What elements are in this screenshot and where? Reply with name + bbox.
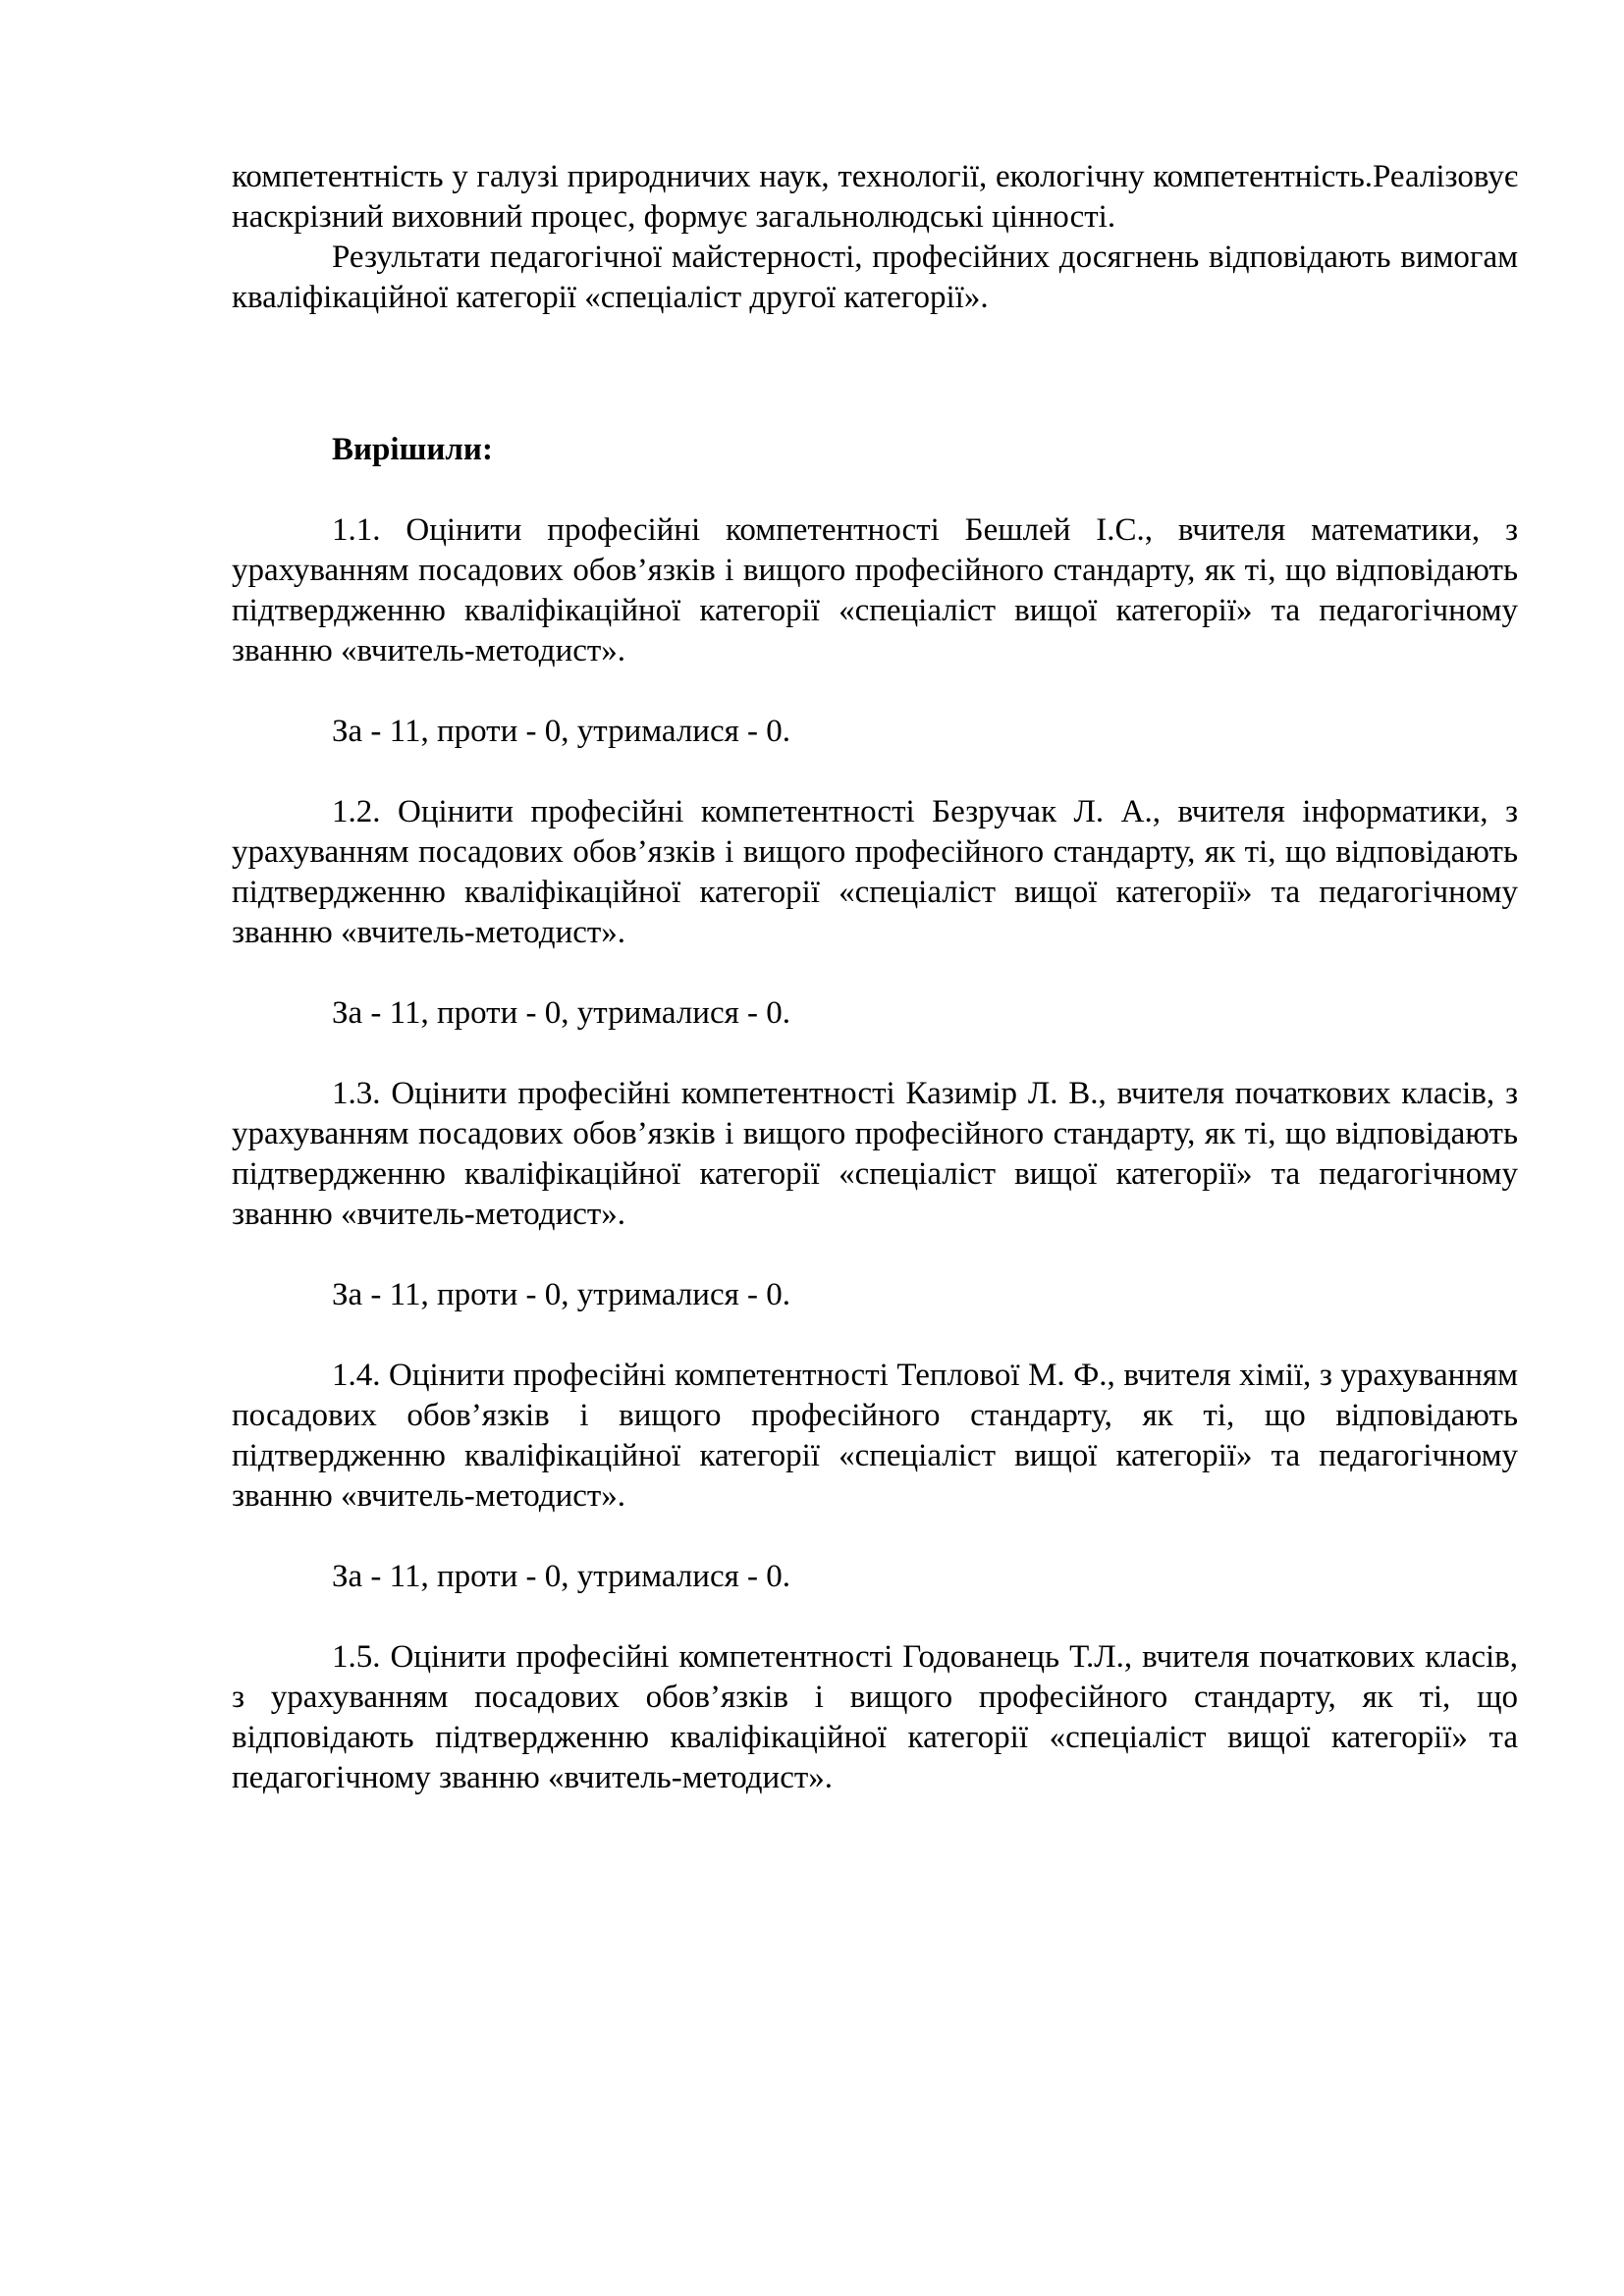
vote-result: За - 11, проти - 0, утрималися - 0. <box>332 1277 791 1312</box>
vote-result: За - 11, проти - 0, утрималися - 0. <box>332 714 791 749</box>
decision-item-1 <box>232 510 1518 752</box>
section-heading-decided: Вирішили: <box>332 432 493 467</box>
document-page <box>232 157 1518 1798</box>
intro-paragraph-results: Результати педагогічної майстерності, професійних досягнень відповідають вимогам кваліфікаційної категорії «спеціаліст другої категорії». <box>232 240 1518 315</box>
decision-text: 1.5. Оцінити професійні компетентності Годованець Т.Л., вчителя початкових класів, з урахуванням посадових обов’язків і вищого професійного стандарту, як ті, що відповідають підтвердженню кваліфікаційної категорії «спеціаліст вищої категорії» та педагогічному званню «вчитель-методист». <box>232 1639 1518 1795</box>
vote-result: За - 11, проти - 0, утрималися - 0. <box>332 1559 791 1594</box>
decision-text: 1.4. Оцінити професійні компетентності Теплової М. Ф., вчителя хімії, з урахуванням посадових обов’язків і вищого професійного стандарту, як ті, що відповідають підтвердженню кваліфікаційної категорії «спеціаліст вищої категорії» та педагогічному званню «вчитель-методист». <box>232 1358 1518 1514</box>
intro-paragraph-continuation: компетентність у галузі природничих наук, технології, екологічну компетентність.Реалізовує наскрізний виховний процес, формує загальнолюдські цінності. <box>232 159 1518 235</box>
decision-item-2 <box>232 792 1518 1034</box>
vote-result: За - 11, проти - 0, утрималися - 0. <box>332 995 791 1031</box>
decision-item-3 <box>232 1074 1518 1315</box>
decision-item-5 <box>232 1637 1518 1798</box>
decision-text: 1.2. Оцінити професійні компетентності Безручак Л. А., вчителя інформатики, з урахуванням посадових обов’язків і вищого професійного стандарту, як ті, що відповідають підтвердженню кваліфікаційної категорії «спеціаліст вищої категорії» та педагогічному званню «вчитель-методист». <box>232 794 1518 950</box>
decision-text: 1.1. Оцінити професійні компетентності Бешлей І.С., вчителя математики, з урахуванням посадових обов’язків і вищого професійного стандарту, як ті, що відповідають підтвердженню кваліфікаційної категорії «спеціаліст вищої категорії» та педагогічному званню «вчитель-методист». <box>232 512 1518 668</box>
decision-text: 1.3. Оцінити професійні компетентності Казимір Л. В., вчителя початкових класів, з урахуванням посадових обов’язків і вищого професійного стандарту, як ті, що відповідають підтвердженню кваліфікаційної категорії «спеціаліст вищої категорії» та педагогічному званню «вчитель-методист». <box>232 1076 1518 1232</box>
decision-item-4 <box>232 1356 1518 1597</box>
